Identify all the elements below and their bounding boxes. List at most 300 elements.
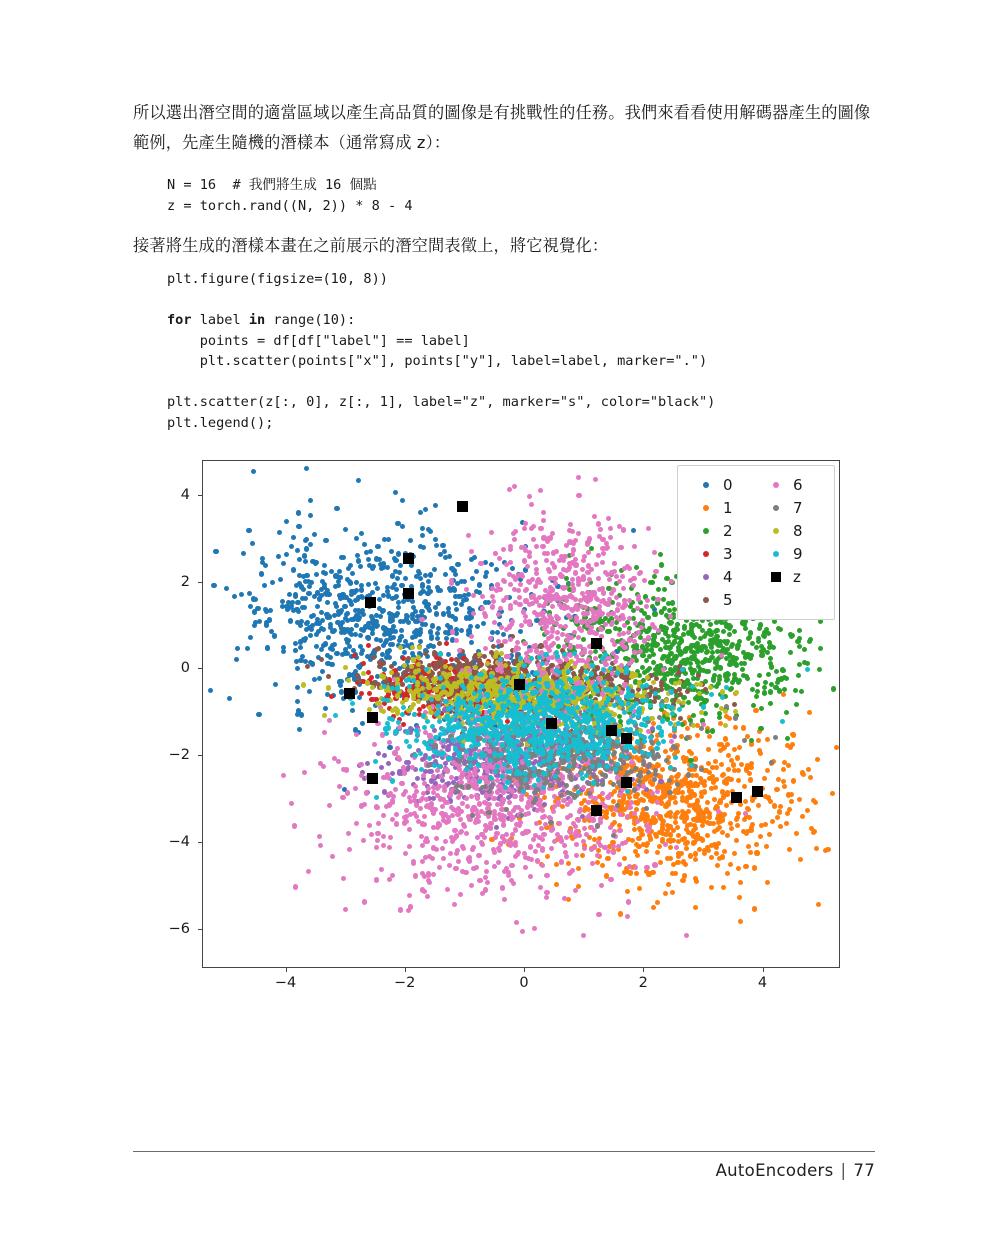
scatter-point: [430, 624, 435, 629]
scatter-point: [389, 549, 394, 554]
scatter-point: [396, 605, 401, 610]
scatter-point: [379, 765, 384, 770]
scatter-point: [778, 824, 783, 829]
scatter-point: [738, 919, 743, 924]
scatter-point: [371, 655, 376, 660]
scatter-point: [742, 738, 747, 743]
scatter-point: [691, 676, 696, 681]
scatter-point: [789, 799, 794, 804]
scatter-point: [367, 691, 372, 696]
scatter-point: [278, 577, 283, 582]
scatter-point: [366, 670, 371, 675]
scatter-point: [359, 531, 364, 536]
scatter-point: [277, 530, 282, 535]
scatter-point: [741, 725, 746, 730]
scatter-point: [724, 792, 729, 797]
scatter-point: [412, 798, 417, 803]
scatter-point: [574, 842, 579, 847]
scatter-point: [695, 733, 700, 738]
scatter-point: [714, 641, 719, 646]
scatter-point: [375, 831, 380, 836]
scatter-point: [684, 933, 689, 938]
scatter-point: [694, 837, 699, 842]
scatter-point: [765, 880, 770, 885]
scatter-point: [567, 871, 572, 876]
scatter-point: [298, 658, 303, 663]
scatter-point: [724, 803, 729, 808]
scatter-point: [623, 840, 628, 845]
scatter-point: [652, 777, 657, 782]
scatter-point: [402, 820, 407, 825]
scatter-point: [830, 791, 835, 796]
scatter-point: [369, 697, 374, 702]
scatter-point: [296, 609, 301, 614]
scatter-point: [470, 807, 475, 812]
scatter-point: [304, 573, 309, 578]
scatter-point: [788, 745, 793, 750]
scatter-point: [252, 623, 257, 628]
scatter-point: [338, 610, 343, 615]
scatter-point: [780, 668, 785, 673]
scatter-point: [414, 802, 419, 807]
scatter-point: [359, 627, 364, 632]
scatter-point: [747, 635, 752, 640]
code-line: plt.legend();: [167, 414, 274, 431]
scatter-point: [716, 809, 721, 814]
scatter-point: [403, 851, 408, 856]
scatter-point: [334, 651, 339, 656]
scatter-point: [407, 893, 412, 898]
scatter-point: [250, 541, 255, 546]
scatter-point: [763, 822, 768, 827]
scatter-point: [766, 795, 771, 800]
scatter-point: [743, 799, 748, 804]
scatter-point: [305, 664, 310, 669]
scatter-point: [502, 897, 507, 902]
scatter-point: [573, 888, 578, 893]
scatter-point: [623, 656, 628, 661]
scatter-point: [774, 669, 779, 674]
scatter-point: [422, 822, 427, 827]
scatter-point: [726, 767, 731, 772]
scatter-point: [509, 863, 514, 868]
scatter-point: [754, 842, 759, 847]
scatter-point: [357, 665, 362, 670]
code-line: for label in range(10):: [167, 312, 356, 328]
scatter-point: [743, 811, 748, 816]
scatter-point: [272, 633, 277, 638]
scatter-point: [708, 622, 713, 627]
scatter-point: [494, 567, 499, 572]
scatter-point: [540, 789, 545, 794]
scatter-point: [682, 695, 687, 700]
scatter-point: [557, 821, 562, 826]
scatter-point: [273, 682, 278, 687]
scatter-point: [717, 856, 722, 861]
scatter-point: [350, 571, 355, 576]
scatter-point: [366, 582, 371, 587]
scatter-point: [744, 654, 749, 659]
scatter-point: [358, 633, 363, 638]
scatter-point: [673, 871, 678, 876]
scatter-point: [710, 728, 715, 733]
scatter-point: [605, 856, 610, 861]
scatter-point: [648, 837, 653, 842]
scatter-point: [382, 753, 387, 758]
scatter-point: [812, 829, 817, 834]
scatter-point: [289, 544, 294, 549]
scatter-point: [741, 673, 746, 678]
scatter-point: [350, 708, 355, 713]
scatter-point: [358, 564, 363, 569]
scatter-point: [542, 802, 547, 807]
scatter-point: [495, 630, 500, 635]
scatter-point: [714, 620, 719, 625]
scatter-point: [239, 592, 244, 597]
scatter-point: [684, 846, 689, 851]
scatter-point: [407, 827, 412, 832]
scatter-point: [766, 672, 771, 677]
scatter-point: [423, 855, 428, 860]
scatter-point: [333, 601, 338, 606]
scatter-point: [477, 878, 482, 883]
scatter-point: [366, 636, 371, 641]
scatter-point: [418, 627, 423, 632]
scatter-point: [608, 877, 613, 882]
scatter-point: [674, 845, 679, 850]
scatter-point: [420, 843, 425, 848]
scatter-point: [400, 498, 405, 503]
scatter-point: [609, 677, 614, 682]
scatter-point: [673, 800, 678, 805]
scatter-point: [289, 801, 294, 806]
scatter-point: [552, 839, 557, 844]
scatter-point: [489, 562, 494, 567]
scatter-point: [386, 761, 391, 766]
scatter-point: [816, 902, 821, 907]
scatter-point: [625, 914, 630, 919]
scatter-point: [633, 766, 638, 771]
scatter-point: [431, 809, 436, 814]
scatter-point: [726, 672, 731, 677]
scatter-point: [376, 751, 381, 756]
scatter-point: [408, 538, 413, 543]
scatter-point: [749, 738, 754, 743]
scatter-point: [365, 761, 370, 766]
scatter-point: [385, 585, 390, 590]
scatter-point: [800, 814, 805, 819]
scatter-point: [362, 899, 367, 904]
scatter-point: [415, 776, 420, 781]
scatter-point: [650, 741, 655, 746]
scatter-point: [428, 643, 433, 648]
scatter-point: [758, 726, 763, 731]
scatter-point: [444, 641, 449, 646]
scatter-point: [483, 887, 488, 892]
scatter-point: [460, 801, 465, 806]
scatter-point: [640, 653, 645, 658]
scatter-point: [784, 821, 789, 826]
scatter-point: [399, 781, 404, 786]
code-line: z = torch.rand((N, 2)) * 8 - 4: [167, 197, 413, 214]
scatter-point: [635, 819, 640, 824]
scatter-point: [667, 790, 672, 795]
scatter-point: [414, 789, 419, 794]
scatter-point: [532, 926, 537, 931]
scatter-point: [702, 783, 707, 788]
scatter-point: [789, 634, 794, 639]
scatter-point: [410, 635, 415, 640]
scatter-point: [600, 772, 605, 777]
scatter-point: [767, 640, 772, 645]
scatter-point: [297, 557, 302, 562]
scatter-point: [356, 478, 361, 483]
scatter-point: [552, 804, 557, 809]
scatter-point: [652, 862, 657, 867]
scatter-point: [356, 558, 361, 563]
scatter-point: [706, 848, 711, 853]
scatter-point: [737, 639, 742, 644]
scatter-point: [582, 766, 587, 771]
scatter-point: [741, 829, 746, 834]
scatter-point: [712, 842, 717, 847]
scatter-point: [654, 811, 659, 816]
scatter-point: [725, 833, 730, 838]
scatter-point: [248, 604, 253, 609]
scatter-point: [426, 873, 431, 878]
scatter-point: [762, 685, 767, 690]
scatter-point: [494, 825, 499, 830]
code-line: plt.figure(figsize=(10, 8)): [167, 271, 388, 287]
scatter-point: [735, 645, 740, 650]
paragraph-plot-intro: 接著將生成的潛樣本畫在之前展示的潛空間表徵上，將它視覺化：: [133, 236, 609, 255]
scatter-point: [670, 600, 675, 605]
scatter-point: [336, 759, 341, 764]
scatter-point: [432, 650, 437, 655]
scatter-point: [581, 839, 586, 844]
scatter-point: [645, 841, 650, 846]
scatter-point: [797, 797, 802, 802]
scatter-point: [652, 611, 657, 616]
scatter-point: [374, 613, 379, 618]
scatter-point: [581, 933, 586, 938]
scatter-point: [301, 587, 306, 592]
scatter-point: [440, 846, 445, 851]
scatter-point: [729, 826, 734, 831]
scatter-point: [722, 812, 727, 817]
scatter-point: [740, 667, 745, 672]
scatter-point: [683, 841, 688, 846]
scatter-point: [314, 644, 319, 649]
scatter-point: [334, 506, 339, 511]
scatter-point: [394, 812, 399, 817]
scatter-point: [412, 811, 417, 816]
scatter-point: [434, 611, 439, 616]
scatter-point: [400, 524, 405, 529]
scatter-point: [437, 641, 442, 646]
scatter-point: [642, 611, 647, 616]
scatter-point: [702, 634, 707, 639]
scatter-point: [428, 572, 433, 577]
scatter-point: [694, 818, 699, 823]
scatter-point: [606, 629, 611, 634]
scatter-point: [534, 821, 539, 826]
scatter-point: [673, 654, 678, 659]
scatter-point: [765, 737, 770, 742]
scatter-point: [699, 726, 704, 731]
scatter-point: [600, 782, 605, 787]
scatter-point: [463, 870, 468, 875]
scatter-point: [768, 701, 773, 706]
scatter-point: [393, 558, 398, 563]
scatter-point: [420, 526, 425, 531]
scatter-point: [306, 869, 311, 874]
scatter-point: [471, 845, 476, 850]
scatter-point: [500, 885, 505, 890]
scatter-point: [508, 812, 513, 817]
scatter-point: [476, 819, 481, 824]
scatter-point: [713, 785, 718, 790]
scatter-point: [557, 783, 562, 788]
scatter-point: [462, 579, 467, 584]
scatter-point: [644, 865, 649, 870]
scatter-point: [514, 920, 519, 925]
scatter-point: [576, 866, 581, 871]
scatter-point: [374, 556, 379, 561]
scatter-point: [659, 687, 664, 692]
scatter-point: [264, 609, 269, 614]
scatter-point: [375, 544, 380, 549]
scatter-point: [659, 562, 664, 567]
scatter-point: [722, 745, 727, 750]
scatter-point: [341, 876, 346, 881]
scatter-point: [735, 823, 740, 828]
scatter-point: [477, 663, 482, 668]
scatter-point: [343, 647, 348, 652]
scatter-point: [528, 844, 533, 849]
scatter-point: [374, 647, 379, 652]
scatter-point: [361, 661, 366, 666]
scatter-point: [700, 823, 705, 828]
scatter-point: [595, 853, 600, 858]
scatter-point: [568, 813, 573, 818]
scatter-point: [757, 673, 762, 678]
scatter-point: [535, 808, 540, 813]
scatter-point: [743, 864, 748, 869]
scatter-point: [324, 592, 329, 597]
scatter-point: [390, 771, 395, 776]
scatter-point: [509, 817, 514, 822]
scatter-point: [675, 825, 680, 830]
scatter-point: [257, 619, 262, 624]
scatter-point: [304, 627, 309, 632]
scatter-point: [767, 832, 772, 837]
scatter-point: [308, 513, 313, 518]
scatter-point: [232, 594, 237, 599]
scatter-point: [256, 712, 261, 717]
scatter-point: [644, 806, 649, 811]
scatter-point: [685, 795, 690, 800]
scatter-point: [669, 838, 674, 843]
scatter-point: [374, 805, 379, 810]
scatter-point: [807, 710, 812, 715]
scatter-point: [825, 847, 830, 852]
scatter-point: [564, 783, 569, 788]
scatter-point: [523, 812, 528, 817]
scatter-point: [208, 688, 213, 693]
scatter-point: [604, 809, 609, 814]
scatter-point: [602, 814, 607, 819]
scatter-point: [367, 823, 372, 828]
scatter-point: [387, 745, 392, 750]
scatter-point: [399, 628, 404, 633]
scatter-point: [538, 798, 543, 803]
scatter-point: [498, 841, 503, 846]
scatter-point: [459, 628, 464, 633]
scatter-point: [467, 858, 472, 863]
scatter-point: [387, 740, 392, 745]
scatter-point: [549, 828, 554, 833]
scatter-point: [359, 804, 364, 809]
scatter-point: [384, 804, 389, 809]
scatter-point: [736, 778, 741, 783]
scatter-point: [495, 778, 500, 783]
scatter-point: [431, 845, 436, 850]
scatter-point: [696, 664, 701, 669]
scatter-point: [782, 784, 787, 789]
scatter-point: [484, 570, 489, 575]
scatter-point: [796, 673, 801, 678]
scatter-point: [474, 793, 479, 798]
scatter-point: [629, 800, 634, 805]
scatter-point: [470, 576, 475, 581]
scatter-point: [622, 856, 627, 861]
scatter-point: [493, 835, 498, 840]
scatter-point: [386, 628, 391, 633]
scatter-point: [262, 583, 267, 588]
scatter-point: [492, 809, 497, 814]
scatter-point: [734, 838, 739, 843]
scatter-point: [485, 880, 490, 885]
scatter-point: [343, 527, 348, 532]
scatter-point: [452, 828, 457, 833]
scatter-point: [659, 680, 664, 685]
scatter-point: [745, 806, 750, 811]
scatter-point: [748, 777, 753, 782]
scatter-point: [753, 708, 758, 713]
scatter-point: [675, 860, 680, 865]
scatter-point: [363, 624, 368, 629]
scatter-point: [318, 843, 323, 848]
scatter-point: [650, 782, 655, 787]
scatter-point: [563, 850, 568, 855]
scatter-point: [663, 842, 668, 847]
scatter-point: [644, 812, 649, 817]
scatter-point: [296, 510, 301, 515]
scatter-point: [766, 631, 771, 636]
scatter-point: [782, 687, 787, 692]
scatter-point: [287, 592, 292, 597]
scatter-point: [304, 466, 309, 471]
scatter-point: [548, 783, 553, 788]
scatter-point: [340, 620, 345, 625]
scatter-point: [750, 687, 755, 692]
scatter-point: [544, 873, 549, 878]
scatter-point: [309, 580, 314, 585]
scatter-point: [549, 846, 554, 851]
scatter-point: [441, 611, 446, 616]
scatter-point: [520, 929, 525, 934]
